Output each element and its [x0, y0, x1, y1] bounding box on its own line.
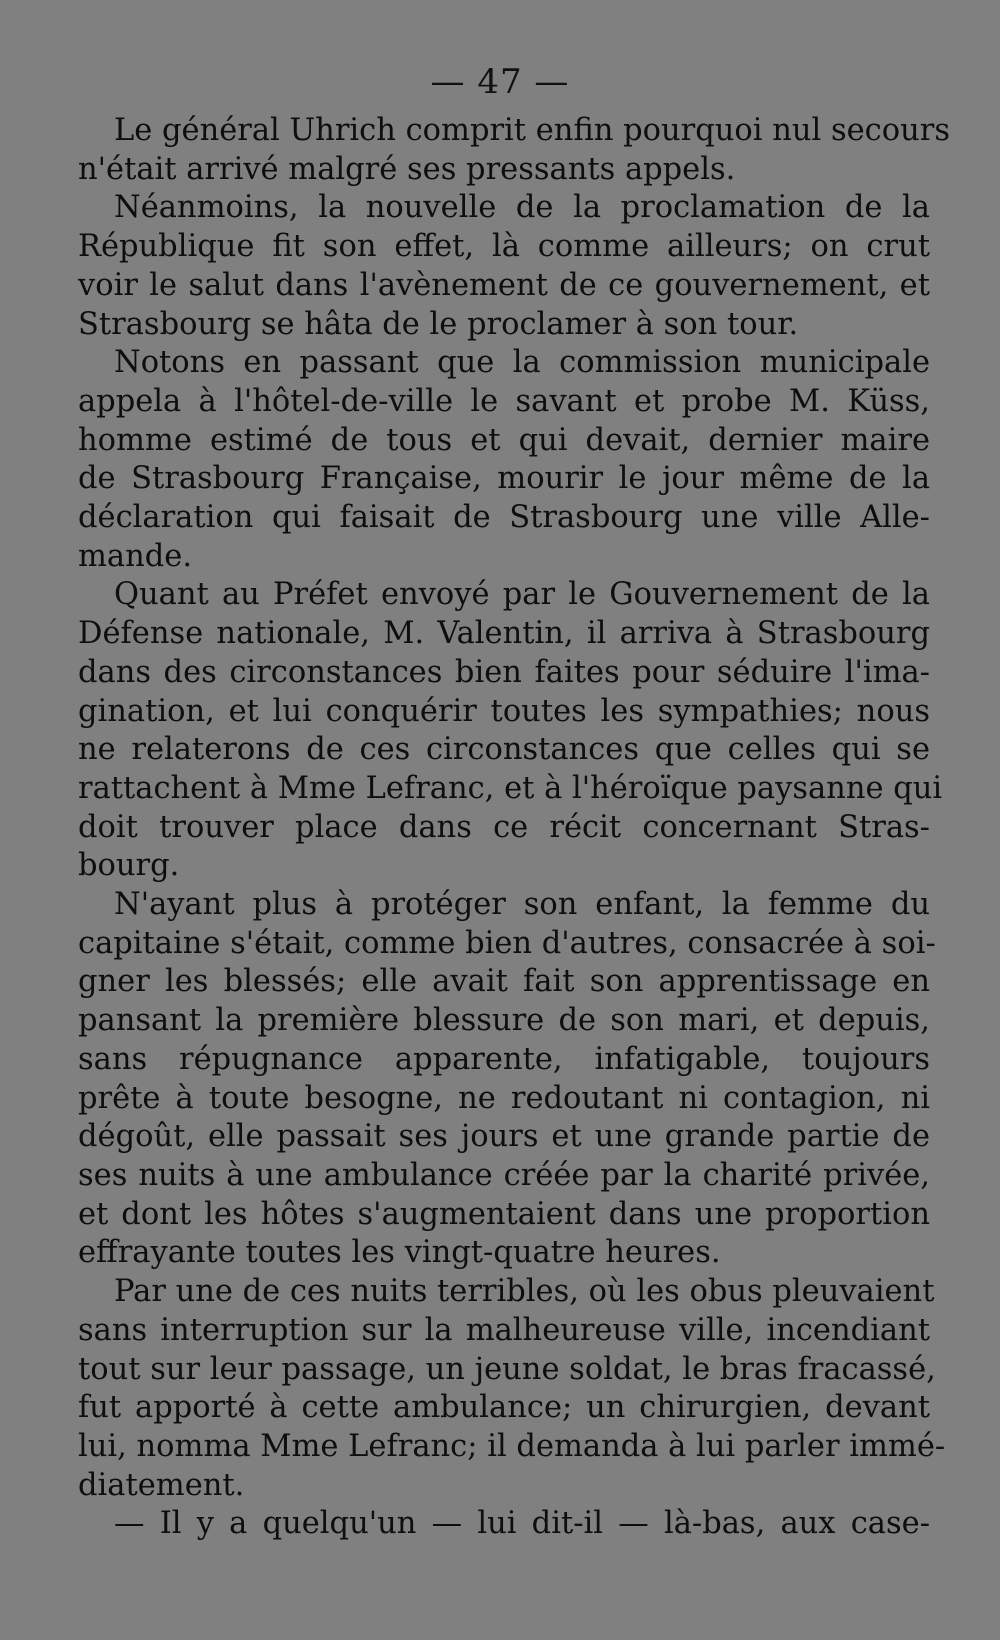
text-line: doit trouver place dans ce récit concernant Stras-: [78, 809, 930, 845]
text-line: prête à toute besogne, ne redoutant ni contagion, ni: [78, 1080, 930, 1116]
text-line: bourg.: [78, 848, 180, 884]
text-line: gination, et lui conquérir toutes les sympathies; nous: [78, 693, 930, 729]
paragraph: [78, 886, 936, 1273]
text-line: Strasbourg se hâta de le proclamer à son tour.: [78, 306, 799, 342]
text-line: mande.: [78, 538, 193, 574]
text-line: tout sur leur passage, un jeune soldat, le bras fracassé,: [78, 1351, 936, 1387]
text-line: sans répugnance apparente, infatigable, toujours: [78, 1041, 930, 1077]
text-line: ses nuits à une ambulance créée par la charité privée,: [78, 1157, 930, 1193]
text-line: N'ayant plus à protéger son enfant, la femme du: [114, 887, 930, 923]
text-line: appela à l'hôtel-de-ville le savant et probe M. Küss,: [78, 383, 930, 419]
text-line: rattachent à Mme Lefranc, et à l'héroïque paysanne qui: [78, 770, 943, 806]
body-text: [78, 112, 950, 1544]
text-line: Néanmoins, la nouvelle de la proclamation de la: [114, 190, 930, 226]
text-line: ne relaterons de ces circonstances que celles qui se: [78, 732, 930, 768]
paragraph: [78, 112, 950, 189]
text-line: n'était arrivé malgré ses pressants appels.: [78, 151, 736, 187]
text-line: République fit son effet, là comme ailleurs; on crut: [78, 229, 930, 265]
text-line: fut apporté à cette ambulance; un chirurgien, devant: [78, 1390, 930, 1426]
text-line: homme estimé de tous et qui devait, dernier maire: [78, 422, 930, 458]
text-line: dégoût, elle passait ses jours et une grande partie de: [78, 1119, 930, 1155]
paragraph: [78, 1273, 946, 1505]
text-line: — Il y a quelqu'un — lui dit-il — là-bas, aux case-: [114, 1506, 930, 1542]
paragraph: [78, 576, 943, 886]
paragraph: [78, 1505, 930, 1544]
text-line: lui, nomma Mme Lefranc; il demanda à lui parler immé-: [78, 1428, 946, 1464]
text-line: pansant la première blessure de son mari, et depuis,: [78, 1003, 930, 1039]
text-line: et dont les hôtes s'augmentaient dans une proportion: [78, 1196, 930, 1232]
page-number: — 47 —: [430, 62, 570, 102]
paragraph: [78, 344, 930, 576]
text-line: de Strasbourg Française, mourir le jour même de la: [78, 461, 930, 497]
text-line: Par une de ces nuits terribles, où les obus pleuvaient: [114, 1274, 935, 1310]
paragraph: [78, 189, 930, 344]
text-line: gner les blessés; elle avait fait son apprentissage en: [78, 964, 930, 1000]
text-line: Le général Uhrich comprit enfin pourquoi nul secours: [114, 113, 950, 148]
text-line: Quant au Préfet envoyé par le Gouvernement de la: [114, 577, 930, 613]
text-line: Défense nationale, M. Valentin, il arriva à Strasbourg: [78, 616, 930, 652]
text-line: capitaine s'était, comme bien d'autres, consacrée à soi-: [78, 925, 936, 961]
text-line: effrayante toutes les vingt-quatre heures.: [78, 1235, 721, 1271]
text-line: voir le salut dans l'avènement de ce gouvernement, et: [78, 267, 930, 303]
text-line: Notons en passant que la commission municipale: [114, 345, 930, 381]
text-line: diatement.: [78, 1467, 245, 1503]
text-line: sans interruption sur la malheureuse ville, incendiant: [78, 1312, 930, 1348]
text-line: déclaration qui faisait de Strasbourg une ville Alle-: [78, 500, 930, 536]
text-line: dans des circonstances bien faites pour séduire l'ima-: [78, 654, 930, 690]
